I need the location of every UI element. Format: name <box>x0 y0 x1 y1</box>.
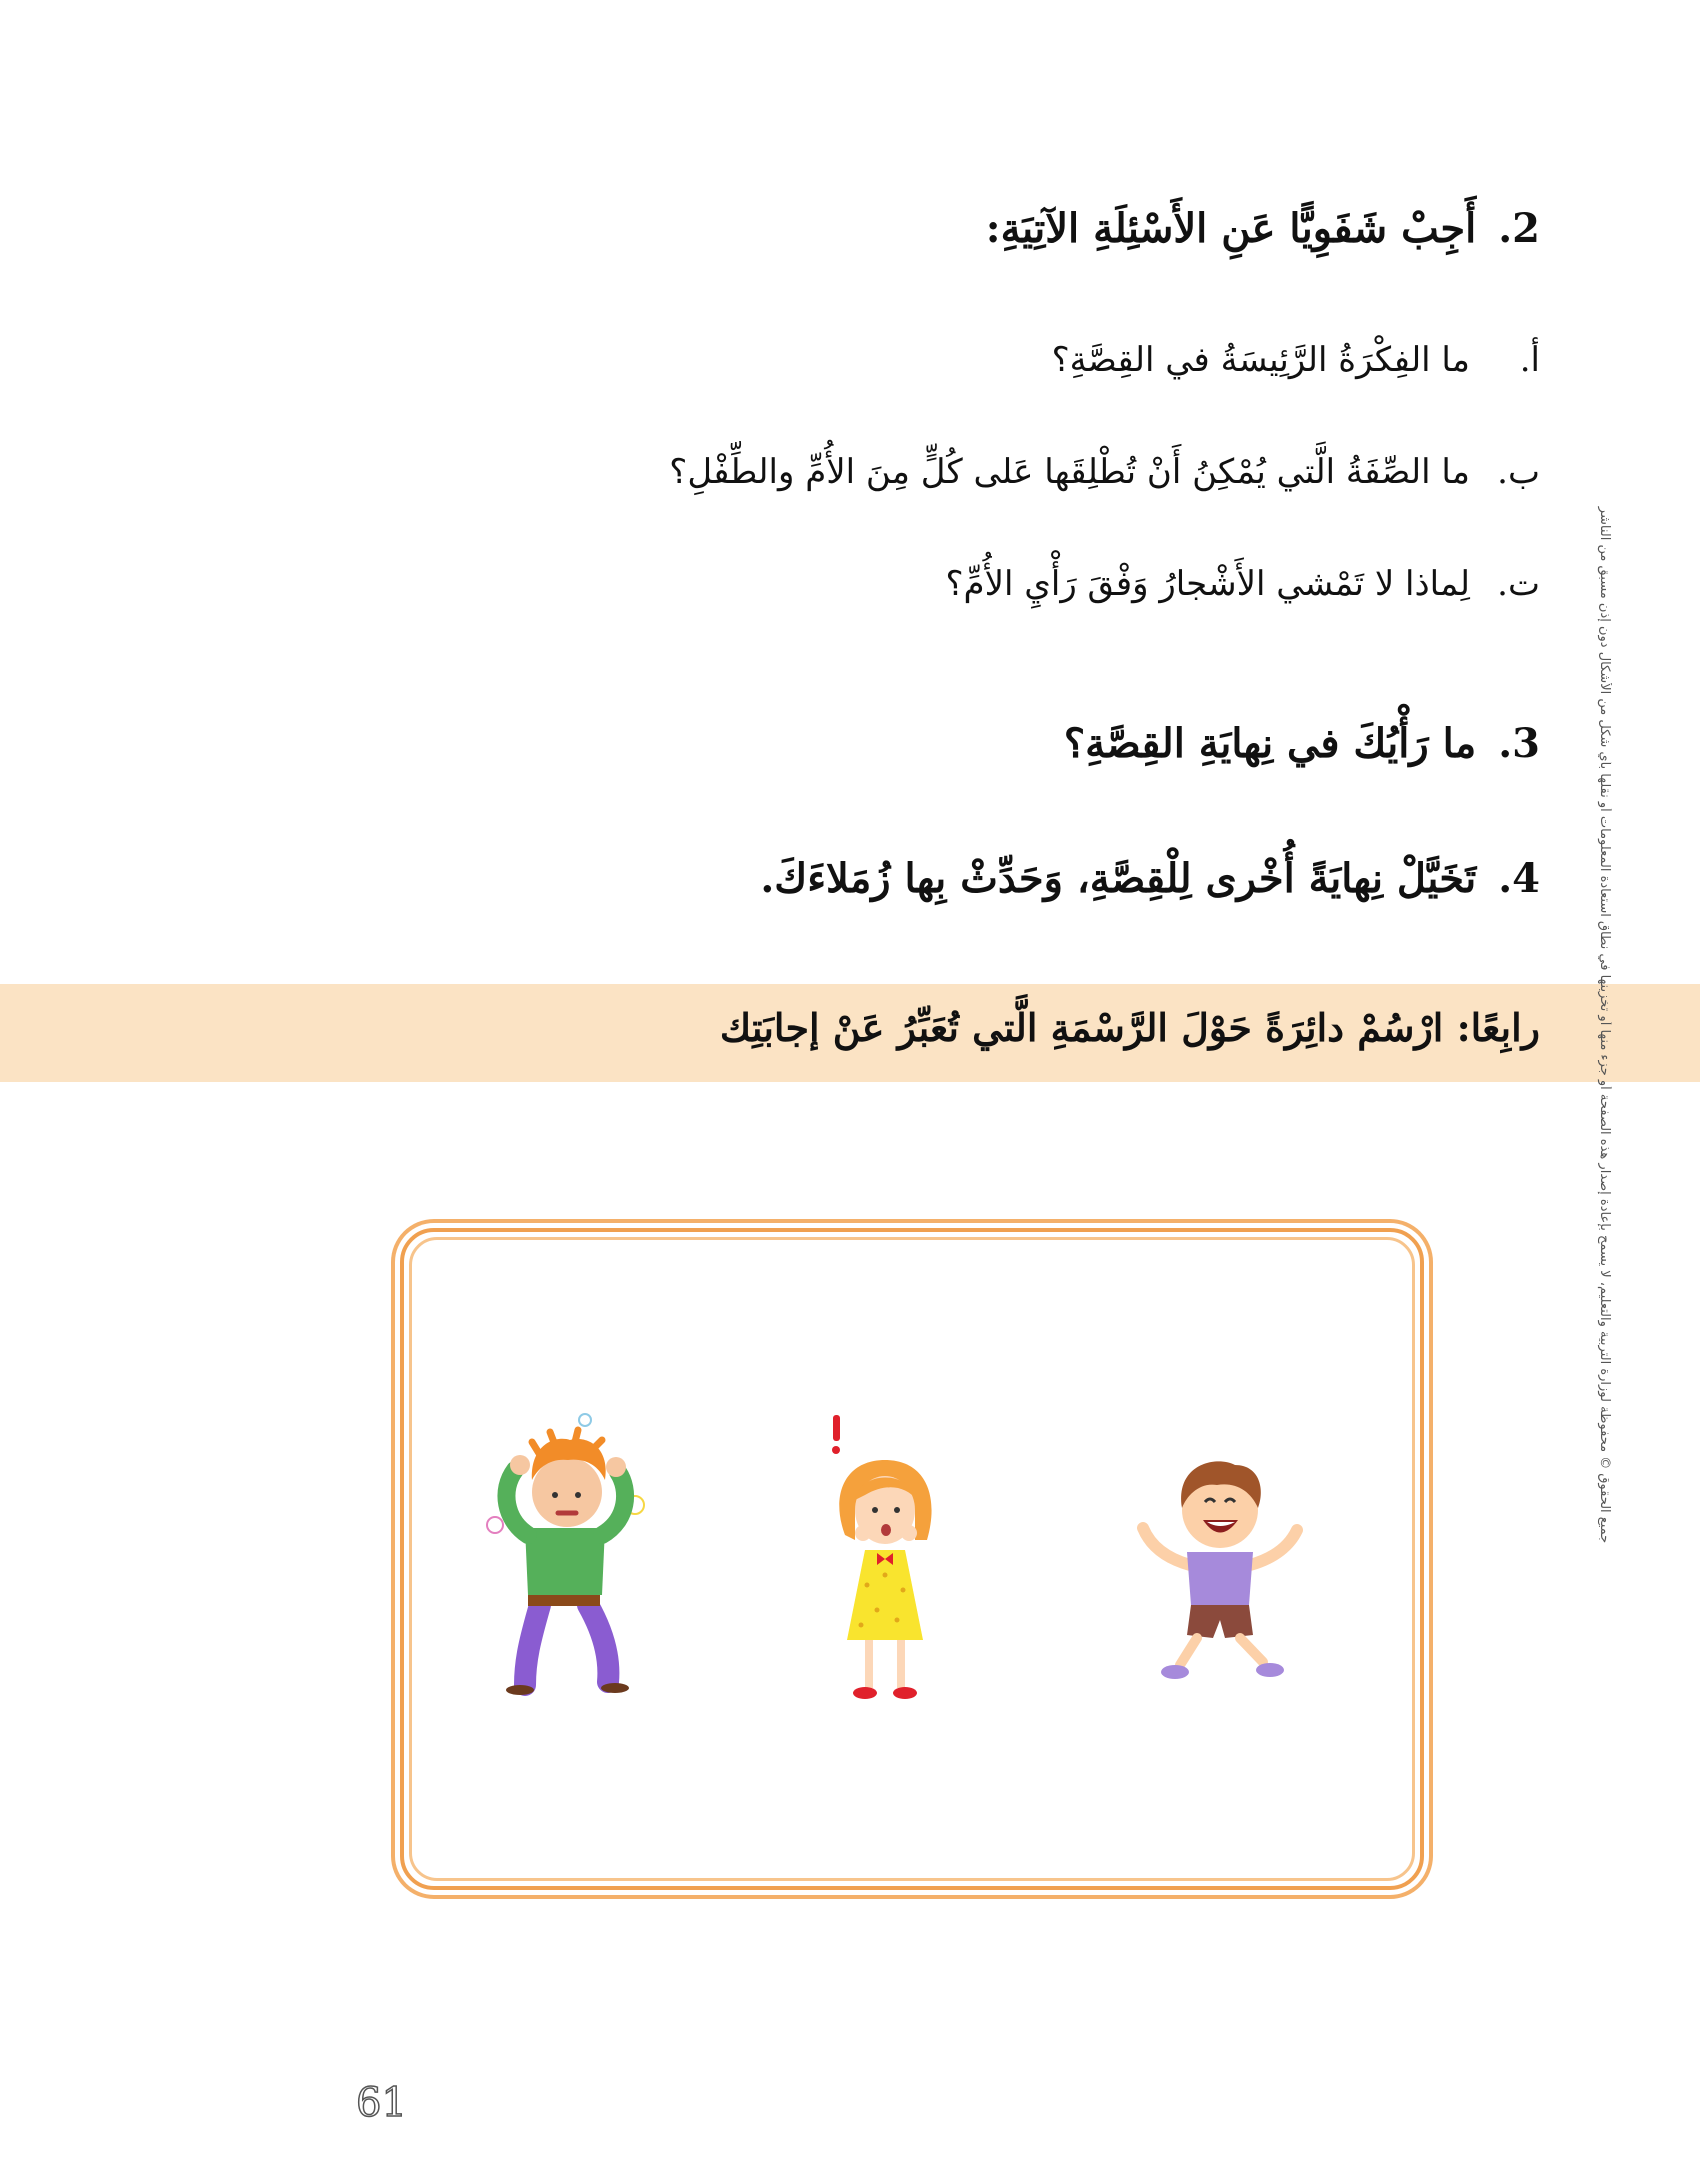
surprised-girl-illustration[interactable] <box>805 1415 965 1705</box>
question-b-text: ما الصِّفَةُ الَّتي يُمْكِنُ أَنْ تُطْلِقَها عَلى كُلٍّ مِنَ الأُمِّ والطِّفْلِ؟ <box>669 452 1470 492</box>
section-2-heading <box>986 205 1540 252</box>
question-a-text: ما الفِكْرَةُ الرَّئِيسَةُ في القِصَّةِ؟ <box>1051 340 1470 380</box>
section-2-title: أَجِبْ شَفَوِيًّا عَنِ الأَسْئِلَةِ الآتِيَةِ: <box>985 205 1477 252</box>
question-b <box>669 452 1540 492</box>
section-4-number: 4. <box>1498 855 1540 902</box>
section-4-heading <box>760 855 1540 902</box>
question-b-letter: ب. <box>1497 452 1540 492</box>
instruction-band-text: رابِعًا: ارْسُمْ دائِرَةً حَوْلَ الرَّسْمَةِ الَّتي تُعَبِّرُ عَنْ إجابَتِك <box>719 1005 1540 1050</box>
question-t-letter: ت. <box>1497 564 1540 604</box>
section-3-title: ما رَأْيُكَ في نِهايَةِ القِصَّةِ؟ <box>1063 720 1477 767</box>
section-2-number: 2. <box>1498 205 1540 252</box>
page-number: 61 <box>356 2080 407 2126</box>
question-t <box>946 564 1540 604</box>
happy-boy-illustration[interactable] <box>1125 1440 1315 1690</box>
copyright-sidebar: جميع الحقوق © محفوظة لوزارة التربية والتعليم، لا يسمح بإعادة إصدار هذه الصفحة أو جزء منها أو تخزينها في نطاق استعادة المعلومات أو نقلها بأي شكل من الأشكال دون إذن مسبق من الناشر <box>1597 506 1612 1544</box>
question-a-letter: أ. <box>1519 340 1540 380</box>
question-a <box>1052 340 1540 380</box>
section-3-heading <box>1064 720 1540 767</box>
section-4-title: تَخَيَّلْ نِهايَةً أُخْرى لِلْقِصَّةِ، وَحَدِّثْ بِها زُمَلاءَكَ. <box>760 855 1477 902</box>
question-t-text: لِماذا لا تَمْشي الأَشْجارُ وَفْقَ رَأْيِ الأُمِّ؟ <box>945 564 1470 604</box>
frustrated-boy-illustration[interactable] <box>470 1410 670 1700</box>
section-3-number: 3. <box>1498 720 1540 767</box>
